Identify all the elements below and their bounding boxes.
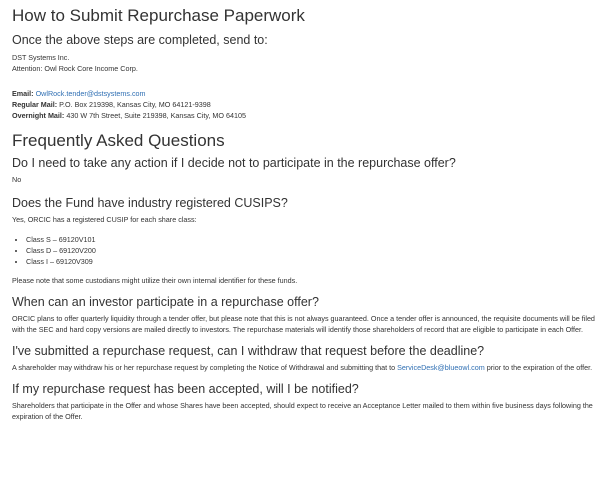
- section-title-submit: How to Submit Repurchase Paperwork: [12, 6, 305, 25]
- overnight-mail-value: 430 W 7th Street, Suite 219398, Kansas City, MO 64105: [66, 111, 246, 120]
- contact-methods: [12, 88, 595, 121]
- list-item: • Class S – 69120V101: [26, 234, 595, 245]
- faq-answer-4: [12, 362, 595, 373]
- faq-question-5: If my repurchase request has been accepted, will I be notified?: [12, 382, 359, 396]
- cusip-list: [26, 234, 595, 267]
- regular-mail-label: Regular Mail:: [12, 100, 58, 109]
- list-item: • Class D – 69120V200: [26, 245, 595, 256]
- faq-item-4: [12, 343, 595, 373]
- overnight-mail-label: Overnight Mail:: [12, 111, 65, 120]
- faq-answer-1: No: [12, 175, 22, 184]
- address-line-1: DST Systems Inc.: [12, 53, 70, 62]
- list-item: • Class I – 69120V309: [26, 256, 595, 267]
- faq-item-2: [12, 195, 595, 286]
- overnight-mail-row: [12, 110, 595, 121]
- regular-mail-row: [12, 99, 595, 110]
- faq-answer-2-note: Please note that some custodians might utilize their own internal identifier for these funds.: [12, 276, 298, 285]
- faq-item-3: [12, 294, 595, 335]
- submit-subtitle: Once the above steps are completed, send to:: [12, 33, 268, 47]
- faq-question-4: I've submitted a repurchase request, can I withdraw that request before the deadline?: [12, 344, 485, 358]
- faq-question-2: Does the Fund have industry registered CUSIPS?: [12, 196, 288, 210]
- mailing-address: [12, 52, 595, 74]
- faq-question-3: When can an investor participate in a repurchase offer?: [12, 295, 319, 309]
- address-line-2: Attention: Owl Rock Core Income Corp.: [12, 64, 138, 73]
- section-title-faq: Frequently Asked Questions: [12, 131, 225, 150]
- service-desk-email-link[interactable]: ServiceDesk@blueowl.com: [397, 363, 485, 372]
- faq-question-1: Do I need to take any action if I decide not to participate in the repurchase offer?: [12, 156, 456, 170]
- email-row: [12, 88, 595, 99]
- faq-answer-4-text: A shareholder may withdraw his or her repurchase request by completing the Notice of Withdrawal and submitting that to: [12, 363, 398, 372]
- faq-answer-3: ORCIC plans to offer quarterly liquidity through a tender offer, but please note that this is not always guaranteed. Once a tender offer is announced, the requisite documents will be filed with the SEC and hard copy versions are mailed directly to investors. The repurchase materials will identify those shareholders of record that are eligible to participate in each Offer.: [12, 314, 595, 334]
- email-label: Email:: [12, 89, 34, 98]
- faq-answer-4-text-end: prior to the expiration of the offer.: [484, 363, 593, 372]
- faq-item-5: [12, 381, 595, 422]
- faq-answer-5: Shareholders that participate in the Offer and whose Shares have been accepted, should expect to receive an Acceptance Letter mailed to them within five business days following the expiration of the Offer.: [12, 401, 593, 421]
- faq-item-1: [12, 155, 595, 185]
- email-link[interactable]: OwlRock.tender@dstsystems.com: [35, 89, 146, 98]
- regular-mail-value: P.O. Box 219398, Kansas City, MO 64121-9398: [59, 100, 211, 109]
- faq-answer-2: Yes, ORCIC has a registered CUSIP for each share class:: [12, 215, 197, 224]
